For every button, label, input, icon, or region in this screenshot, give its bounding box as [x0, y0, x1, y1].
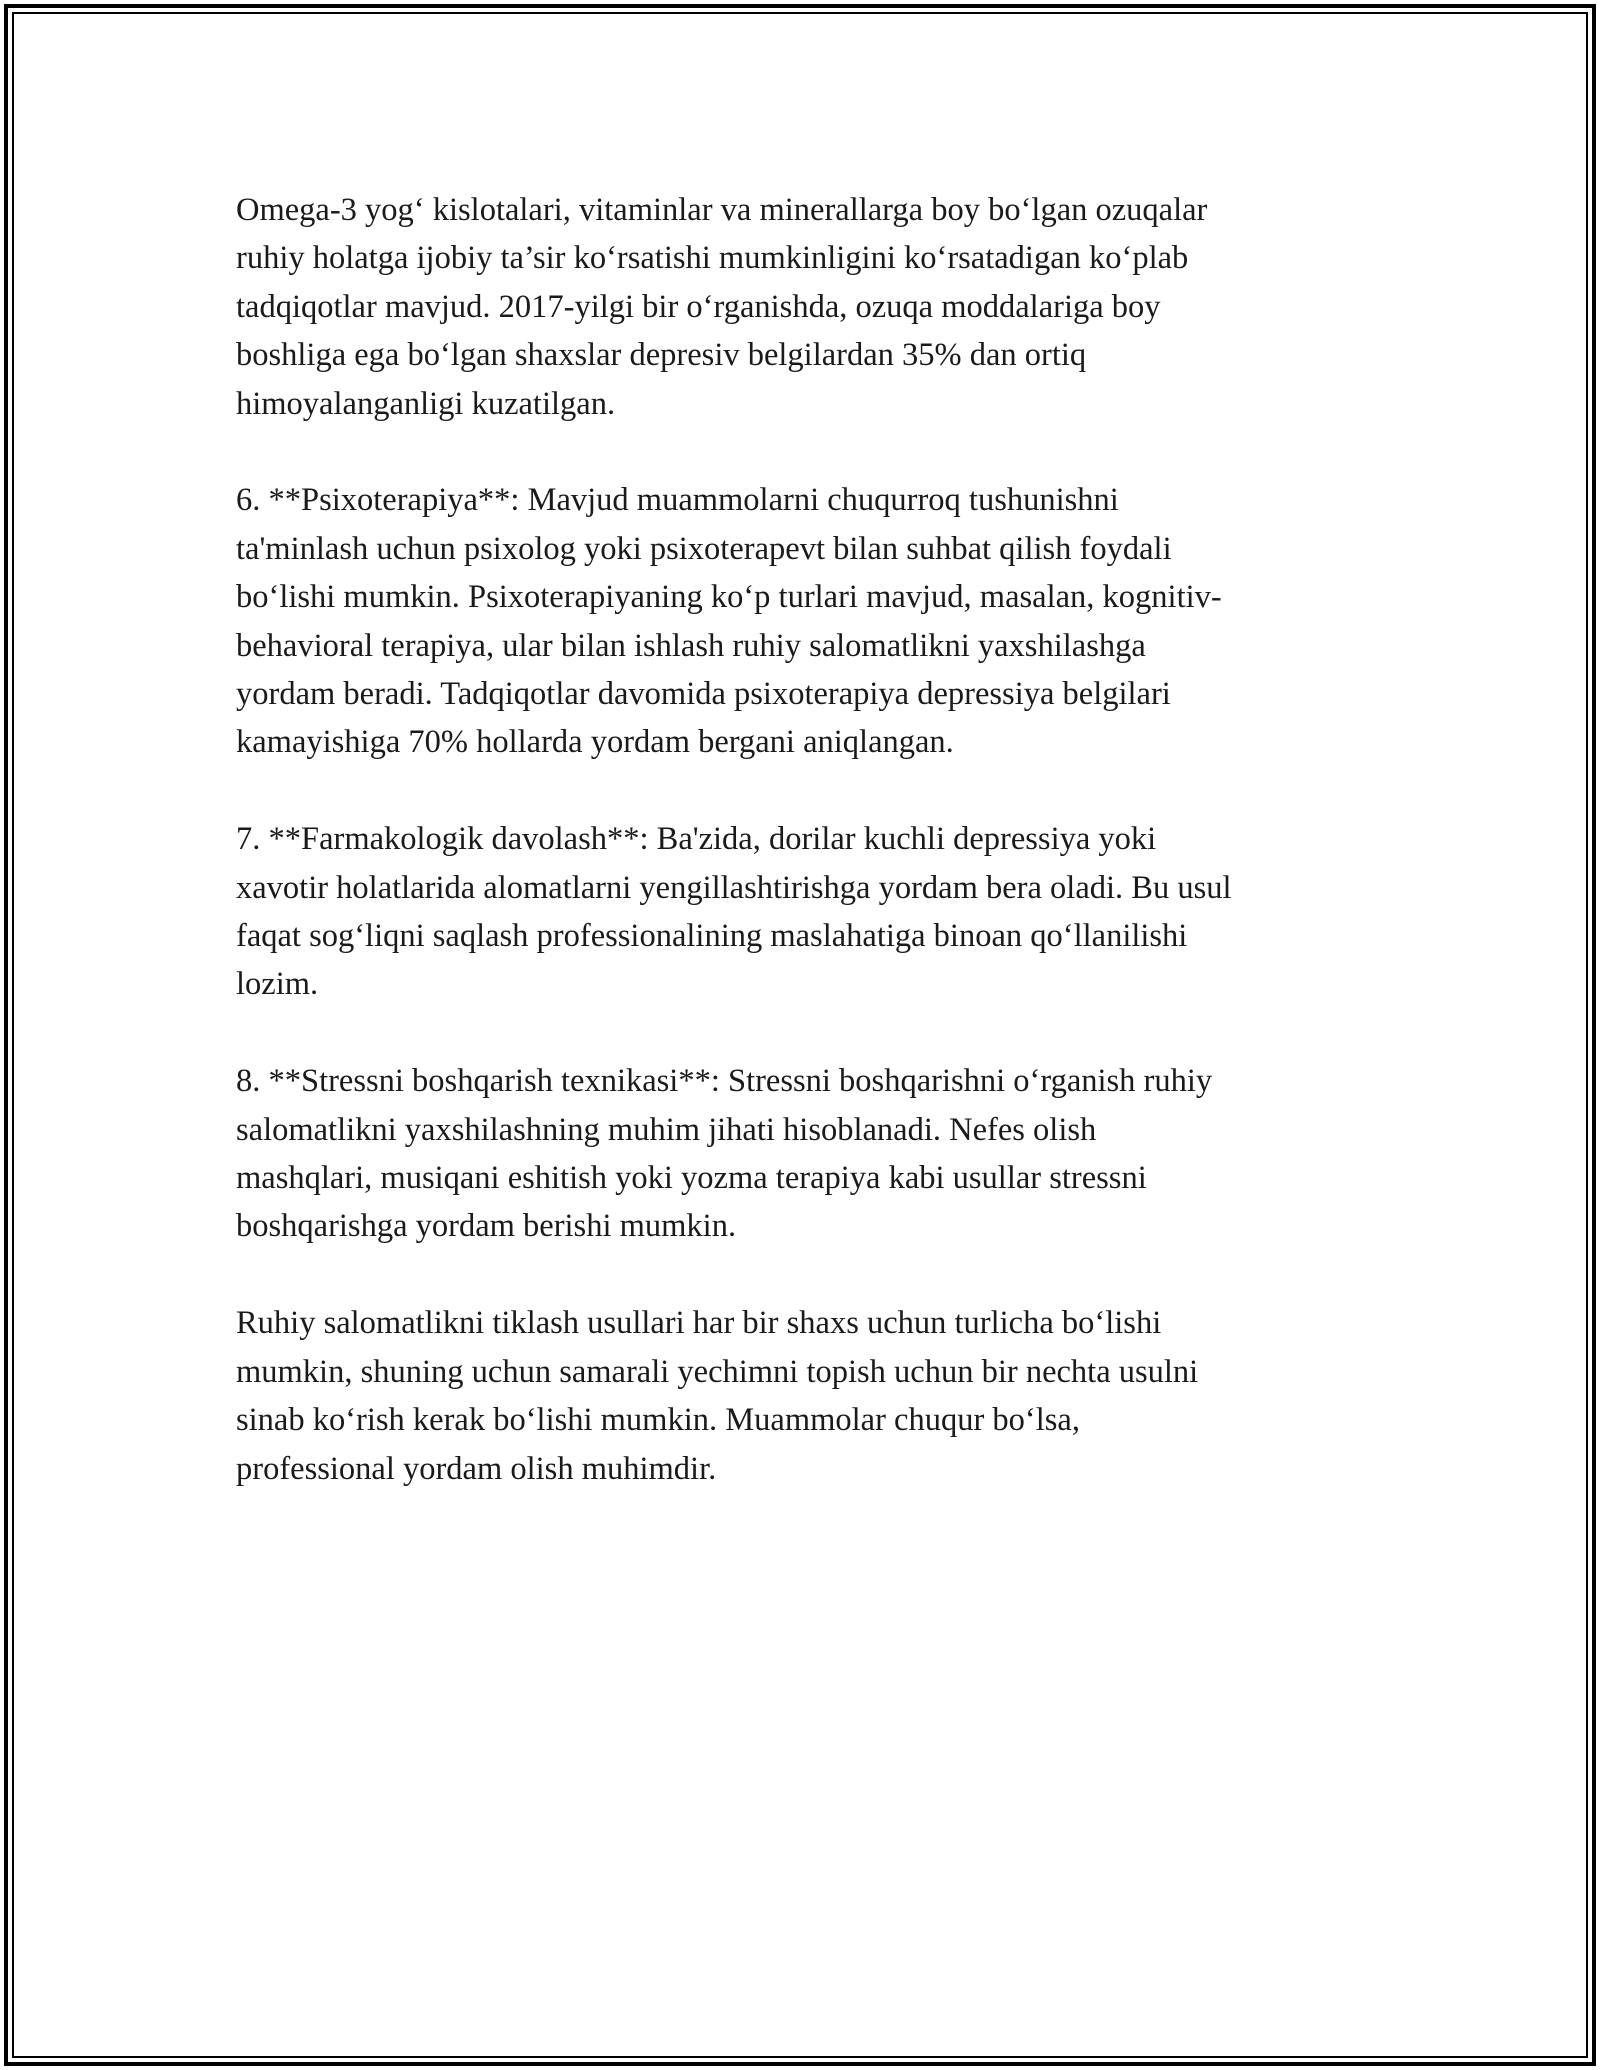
paragraph-conclusion: Ruhiy salomatlikni tiklash usullari har bir shaxs uchun turlicha bo‘lishi mumkin, shuning uchun samarali yechimni topish uchun bir nechta usulni sinab ko‘rish kerak bo‘lishi mumkin. Muammolar chuqur bo‘lsa, professional yordam olish muhimdir. [236, 1305, 1199, 1487]
paragraph-pharmacological-treatment: 7. **Farmakologik davolash**: Ba'zida, dorilar kuchli depressiya yoki xavotir holatlarida alomatlarni yengillashtirishga yordam bera oladi. Bu usul faqat sog‘liqni saqlash professionalining maslahatiga binoan qo‘llanilishi lozim. [236, 821, 1232, 1003]
paragraph-psychotherapy: 6. **Psixoterapiya**: Mavjud muammolarni chuqurroq tushunishni ta'minlash uchun psixolog yoki psixoterapevt bilan suhbat qilish foydali bo‘lishi mumkin. Psixoterapiyaning ko‘p turlari mavjud, masalan, kognitiv- behavioral terapiya, ular bilan ishlash ruhiy salomatlikni yaxshilashga yordam beradi. Tadqiqotlar davomida psixoterapiya depressiya belgilari kamayishiga 70% hollarda yordam bergani aniqlangan. [236, 482, 1222, 761]
paragraph-stress-management: 8. **Stressni boshqarish texnikasi**: Stressni boshqarishni o‘rganish ruhiy salomatlikni yaxshilashning muhim jihati hisoblanadi. Nefes olish mashqlari, musiqani eshitish yoki yozma terapiya kabi usullar stressni boshqarishga yordam berishi mumkin. [236, 1063, 1213, 1245]
paragraph-nutrition: Omega-3 yog‘ kislotalari, vitaminlar va minerallarga boy bo‘lgan ozuqalar ruhiy holatga ijobiy ta’sir ko‘rsatishi mumkinligini ko‘rsatadigan ko‘plab tadqiqotlar mavjud. 2017-yilgi bir o‘rganishda, ozuqa moddalariga boy boshliga ega bo‘lgan shaxslar depresiv belgilardan 35% dan ortiq himoyalanganligi kuzatilgan. [236, 192, 1208, 422]
document-body [236, 186, 1386, 1541]
